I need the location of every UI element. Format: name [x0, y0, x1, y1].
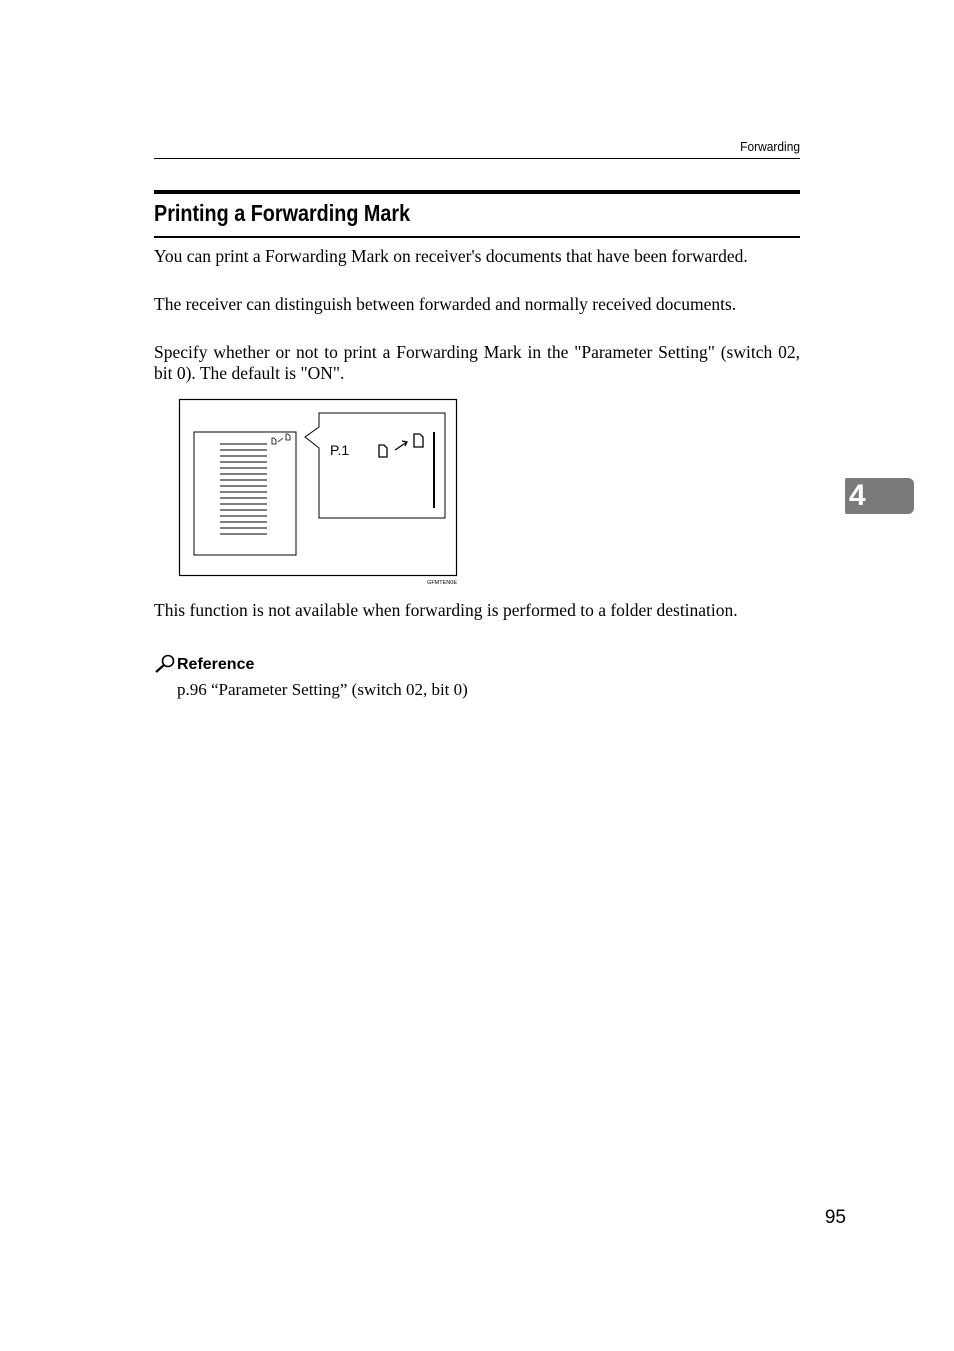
figure-code: GFMTEN0E — [427, 580, 457, 586]
page-number: 95 — [824, 1207, 846, 1228]
document-page — [194, 432, 296, 555]
forwarding-mark-illustration — [178, 398, 458, 588]
section-title: Printing a Forwarding Mark — [154, 200, 411, 226]
reference-heading — [154, 654, 254, 674]
running-header: Forwarding — [740, 139, 800, 154]
header-rule — [154, 158, 800, 159]
chapter-number: 4 — [849, 479, 866, 512]
paragraph-1: You can print a Forwarding Mark on receiver's documents that have been forwarded. — [154, 246, 748, 266]
paragraph-2: The receiver can distinguish between forwarded and normally received documents. — [154, 294, 737, 314]
reference-link[interactable]: p.96 “Parameter Setting” (switch 02, bit 0) — [177, 680, 468, 699]
callout-page-label: P.1 — [330, 442, 350, 458]
paragraph-3: Specify whether or not to print a Forwarding Mark in the "Parameter Setting" (switch 02, bit 0). The default is "ON". — [154, 342, 800, 383]
reference-heading-label: Reference — [177, 656, 255, 673]
magnifier-icon — [154, 654, 176, 674]
section-title-rule — [154, 236, 800, 238]
paragraph-4: This function is not available when forwarding is performed to a folder destination. — [154, 600, 738, 620]
section-top-rule — [154, 190, 800, 194]
magnified-callout — [305, 413, 445, 518]
